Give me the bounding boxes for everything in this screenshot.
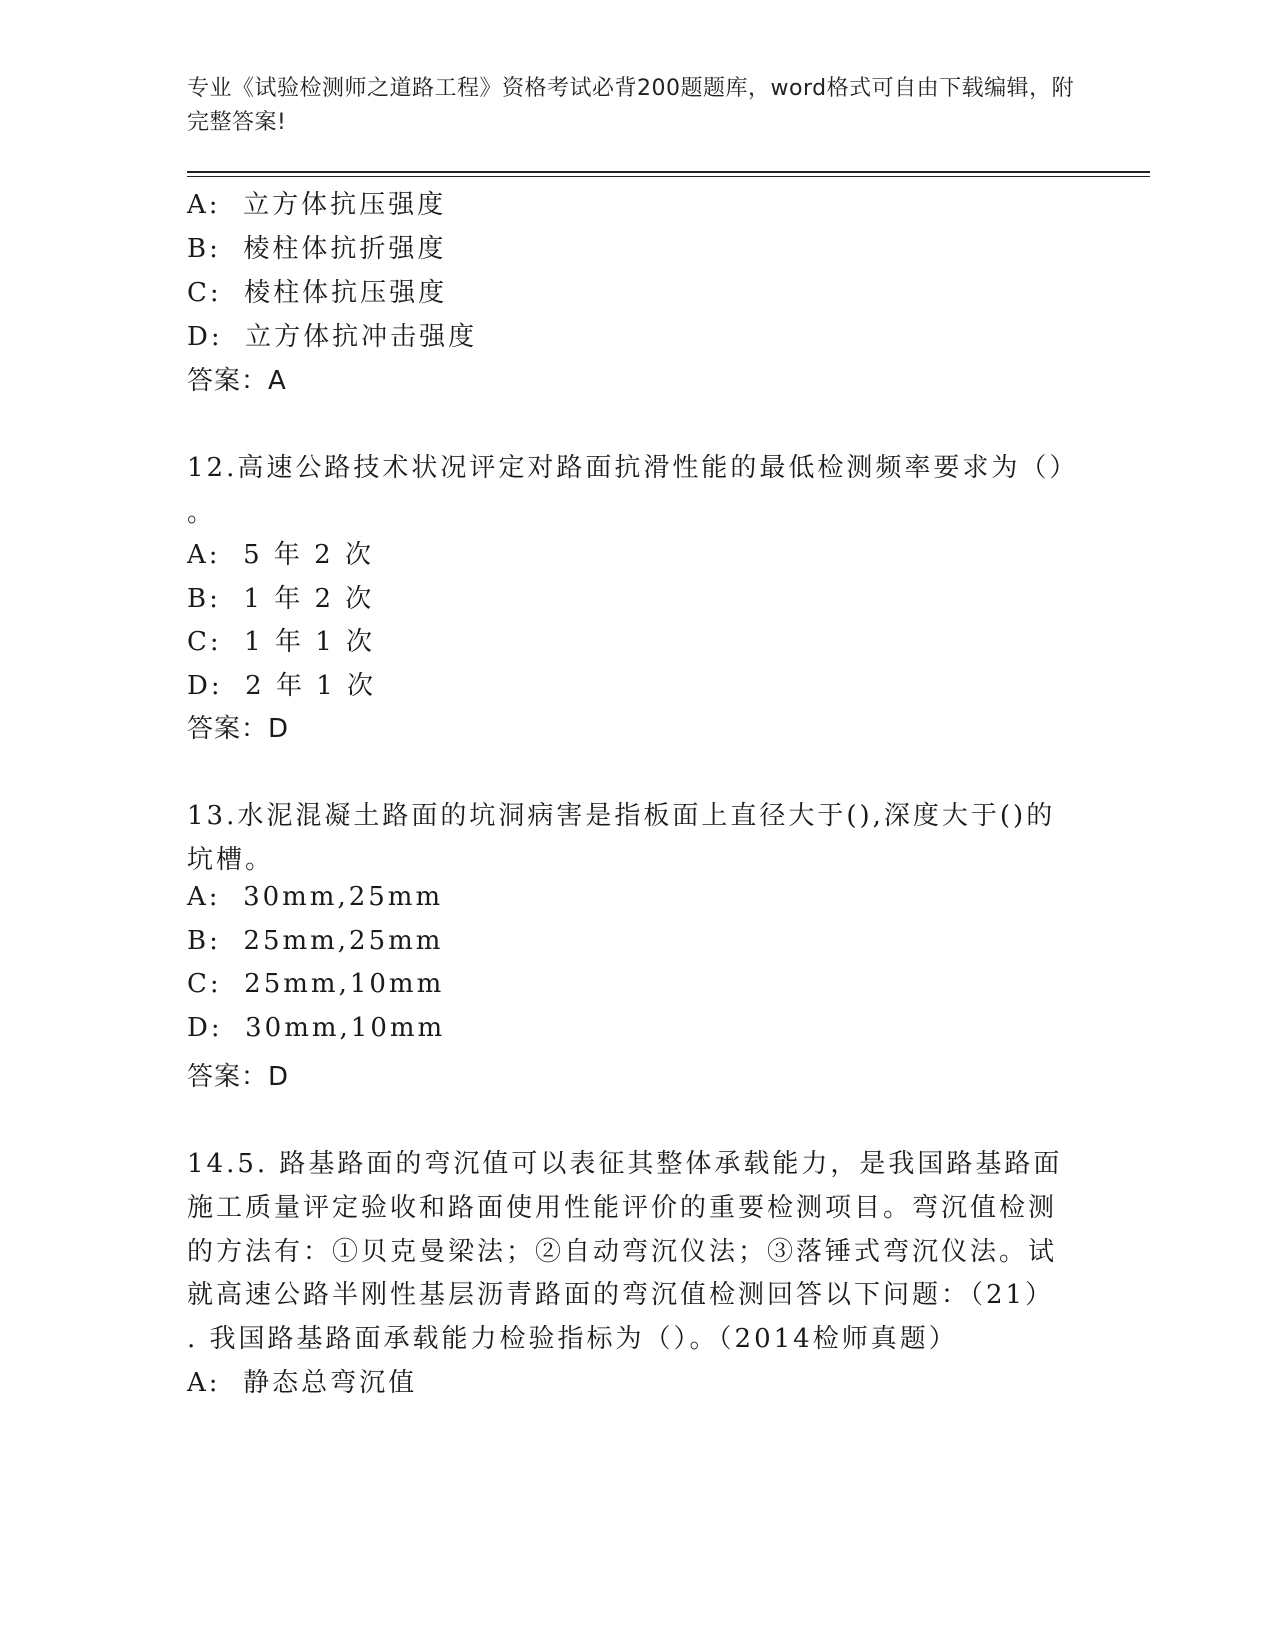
q11-option-a: A: 立方体抗压强度 [187,190,447,220]
q12-option-b: B: 1 年 2 次 [187,584,375,614]
q13-stem-line-2: 坑槽。 [187,845,275,875]
q13-option-a: A: 30mm,25mm [187,882,444,912]
q13-answer: 答案：D [187,1062,290,1092]
q13-option-b: B: 25mm,25mm [187,926,444,956]
q11-answer: 答案：A [187,366,287,396]
q14-stem-line-3: 的方法有：①贝克曼梁法；②自动弯沉仪法；③落锤式弯沉仪法。试 [187,1237,1058,1267]
q14-stem-line-1: 14.5. 路基路面的弯沉值可以表征其整体承载能力，是我国路基路面 [187,1149,1063,1179]
header-rule-thin [187,176,1150,177]
q12-stem-line-1: 12.高速公路技术状况评定对路面抗滑性能的最低检测频率要求为（） [187,453,1079,483]
document-header: 专业《试验检测师之道路工程》资格考试必背200题题库，word格式可自由下载编辑，附完整答案! [187,76,1075,135]
q13-option-c: C: 25mm,10mm [187,969,445,999]
q12-option-d: D: 2 年 1 次 [187,671,377,701]
header-rule-thick [187,171,1150,173]
q11-option-c: C: 棱柱体抗压强度 [187,278,448,308]
q12-answer: 答案：D [187,714,290,744]
q14-stem-line-5: . 我国路基路面承载能力检验指标为（）。（2014检师真题） [187,1324,958,1354]
q12-option-a: A: 5 年 2 次 [187,540,374,570]
q13-stem-line-1: 13.水泥混凝土路面的坑洞病害是指板面上直径大于(),深度大于()的 [187,801,1056,831]
q11-option-d: D: 立方体抗冲击强度 [187,322,478,352]
q12-option-c: C: 1 年 1 次 [187,627,376,657]
q13-option-d: D: 30mm,10mm [187,1013,446,1043]
q14-stem-line-4: 就高速公路半刚性基层沥青路面的弯沉值检测回答以下问题：（21） [187,1280,1055,1310]
q14-option-a: A: 静态总弯沉值 [187,1368,418,1398]
q12-stem-line-2: 。 [187,498,217,528]
q14-stem-line-2: 施工质量评定验收和路面使用性能评价的重要检测项目。弯沉值检测 [187,1193,1058,1223]
q11-option-b: B: 棱柱体抗折强度 [187,234,447,264]
